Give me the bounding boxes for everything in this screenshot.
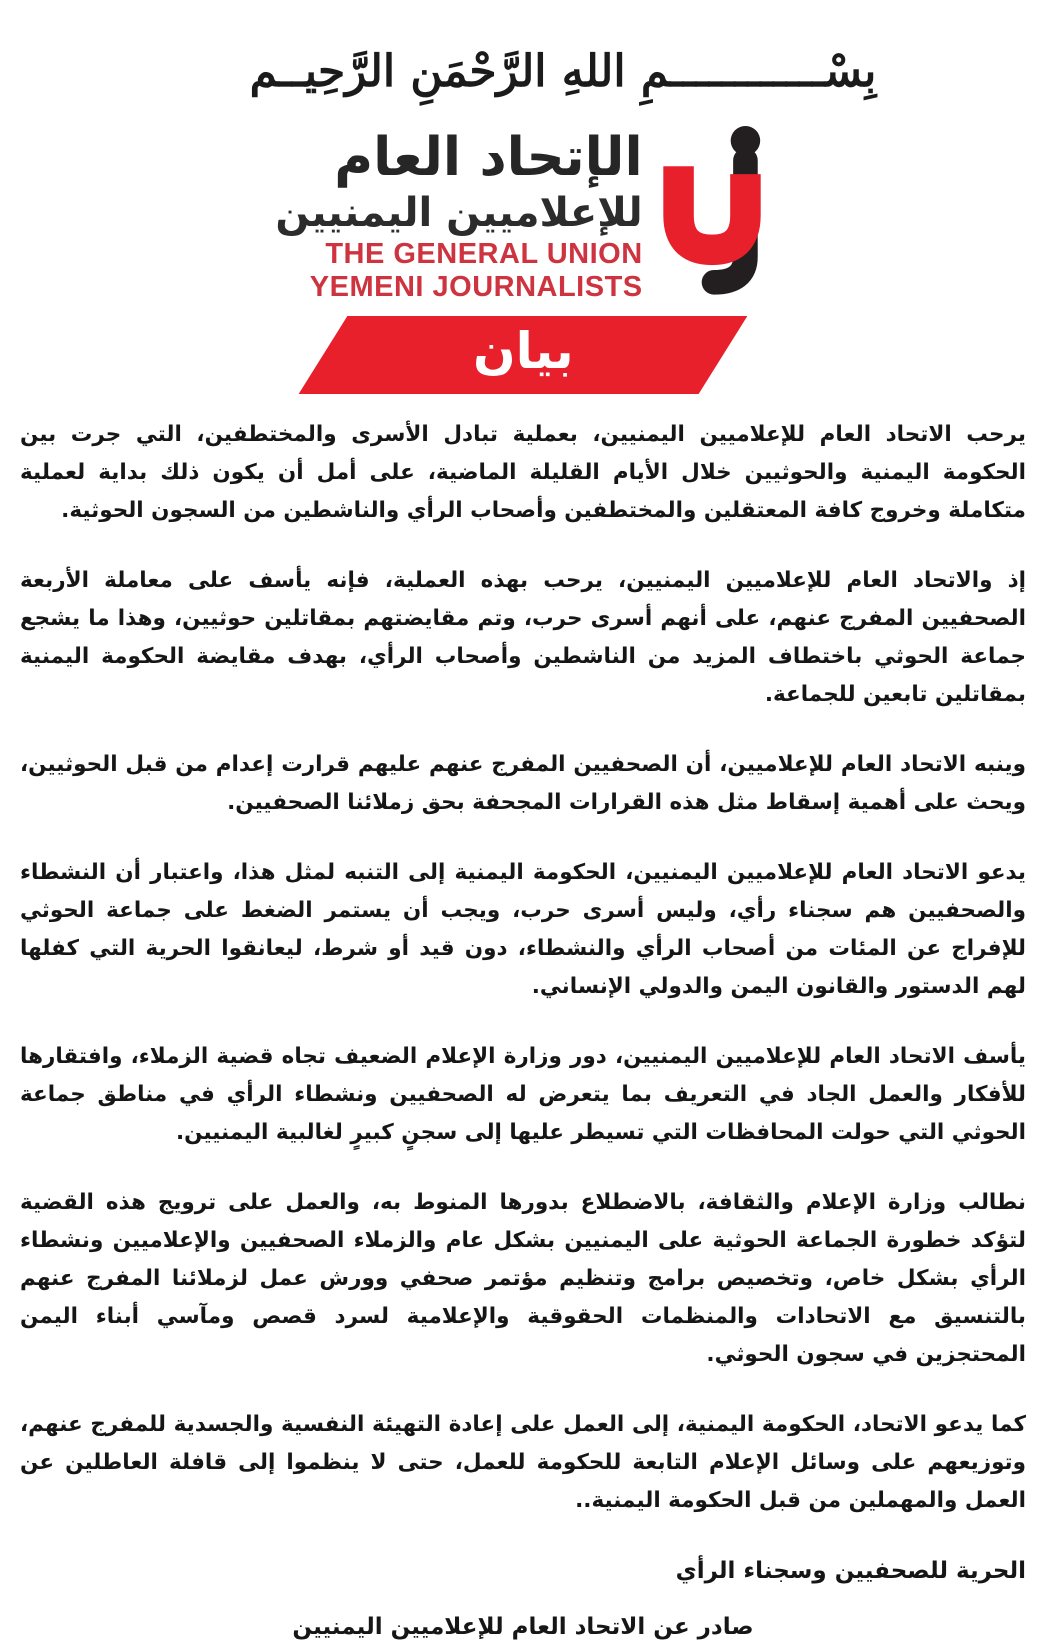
union-logo-text (275, 122, 642, 304)
statement-paragraph: وينبه الاتحاد العام للإعلاميين، أن الصحفيين المفرج عنهم عليهم قرارت إعدام من قبل الحوثيين، ويحث على أهمية إسقاط مثل هذه القرارات المجحفة بحق زملائنا الصحفيين. (20, 752, 1026, 815)
statement-body (0, 394, 1046, 1520)
union-logo (0, 122, 1046, 302)
logo-english-line2: YEMENI JOURNALISTS (309, 271, 643, 303)
statement-paragraph: كما يدعو الاتحاد، الحكومة اليمنية، إلى العمل على إعادة التهيئة النفسية والجسدية للمفرج عنهم، وتوزيعهم على وسائل الإعلام التابعة للحكومة للعمل، حتى لا ينظموا إلى قافلة العاطلين عن العمل والمهملين من قبل الحكومة اليمنية.. (20, 1412, 1026, 1513)
statement-paragraph: إذ والاتحاد العام للإعلاميين اليمنيين، يرحب بهذه العملية، فإنه يأسف على معاملة الأربعة الصحفيين المفرج عنهم، على أنهم أسرى حرب، وتم مقايضتهم بمقاتلين حوثيين، وهذا ما يشجع جماعة الحوثي باختطاف المزيد من الناشطين وأصحاب الرأي، بهدف مقايضة الحكومة اليمنية بمقاتلين تابعين للجماعة. (20, 568, 1026, 707)
statement-paragraph: يرحب الاتحاد العام للإعلاميين اليمنيين، بعملية تبادل الأسرى والمختطفين، التي جرت بين الحكومة اليمنية والحوثيين خلال الأيام القليلة الماضية، على أمل أن يكون ذلك بداية لعملية متكاملة وخروج كافة المعتقلين والمختطفين وأصحاب الرأي والناشطين من السجون الحوثية. (20, 422, 1026, 523)
logo-arabic-title: الإتحاد العام (334, 127, 643, 188)
banner-title: بيان (472, 322, 574, 380)
statement-paragraph: نطالب وزارة الإعلام والثقافة، بالاضطلاع بدورها المنوط به، والعمل على ترويج هذه القضية لتؤكد خطورة الجماعة الحوثية على اليمنيين بشكل عام والزملاء الصحفيين والإعلاميين ونشطاء الرأي بشكل خاص، وتخصيص برامج وتنظيم مؤتمر صحفي وورش عمل لزملائنا المفرج عنهم بالتنسيق مع الاتحادات والمنظمات الحقوقية والإعلامية لسرد قصص ومآسي أبناء اليمن المحتجزين في سجون الحوثي. (20, 1190, 1026, 1367)
issued-by-line: صادر عن الاتحاد العام للإعلاميين اليمنيين (292, 1614, 754, 1640)
logo-english-line1: THE GENERAL UNION (325, 238, 643, 270)
statement-paragraph: يأسف الاتحاد العام للإعلاميين اليمنيين، دور وزارة الإعلام الضعيف تجاه قضية الزملاء، وافتقارها للأفكار والعمل الجاد في التعريف بما يتعرض له الصحفيين ونشطاء الرأي في مناطق جماعة الحوثي التي حولت المحافظات التي تسيطر عليها إلى سجنٍ كبيرٍ لغالبية اليمنيين. (20, 1044, 1026, 1145)
closing-slogan: الحرية للصحفيين وسجناء الرأي (675, 1558, 1026, 1584)
statement-banner (299, 316, 748, 394)
bismillah-calligraphy: بِسْــــــــــــمِ اللهِ الرَّحْمَنِ الرَّحِيــم (249, 46, 877, 97)
statement-paragraph: يدعو الاتحاد العام للإعلاميين اليمنيين، الحكومة اليمنية إلى التنبه لمثل هذا، واعتبار أن النشطاء والصحفيين هم سجناء رأي، وليس أسرى حرب، ويجب أن يستمر الضغط على جماعة الحوثي للإفراج عن المئات من أصحاب الرأي والنشطاء، دون قيد أو شرط، ليعانقوا الحرية التي كفلها لهم الدستور والقانون اليمن والدولي الإنساني. (20, 860, 1026, 999)
uj-monogram-icon (653, 122, 771, 300)
logo-arabic-subtitle: للإعلاميين اليمنيين (275, 190, 643, 236)
